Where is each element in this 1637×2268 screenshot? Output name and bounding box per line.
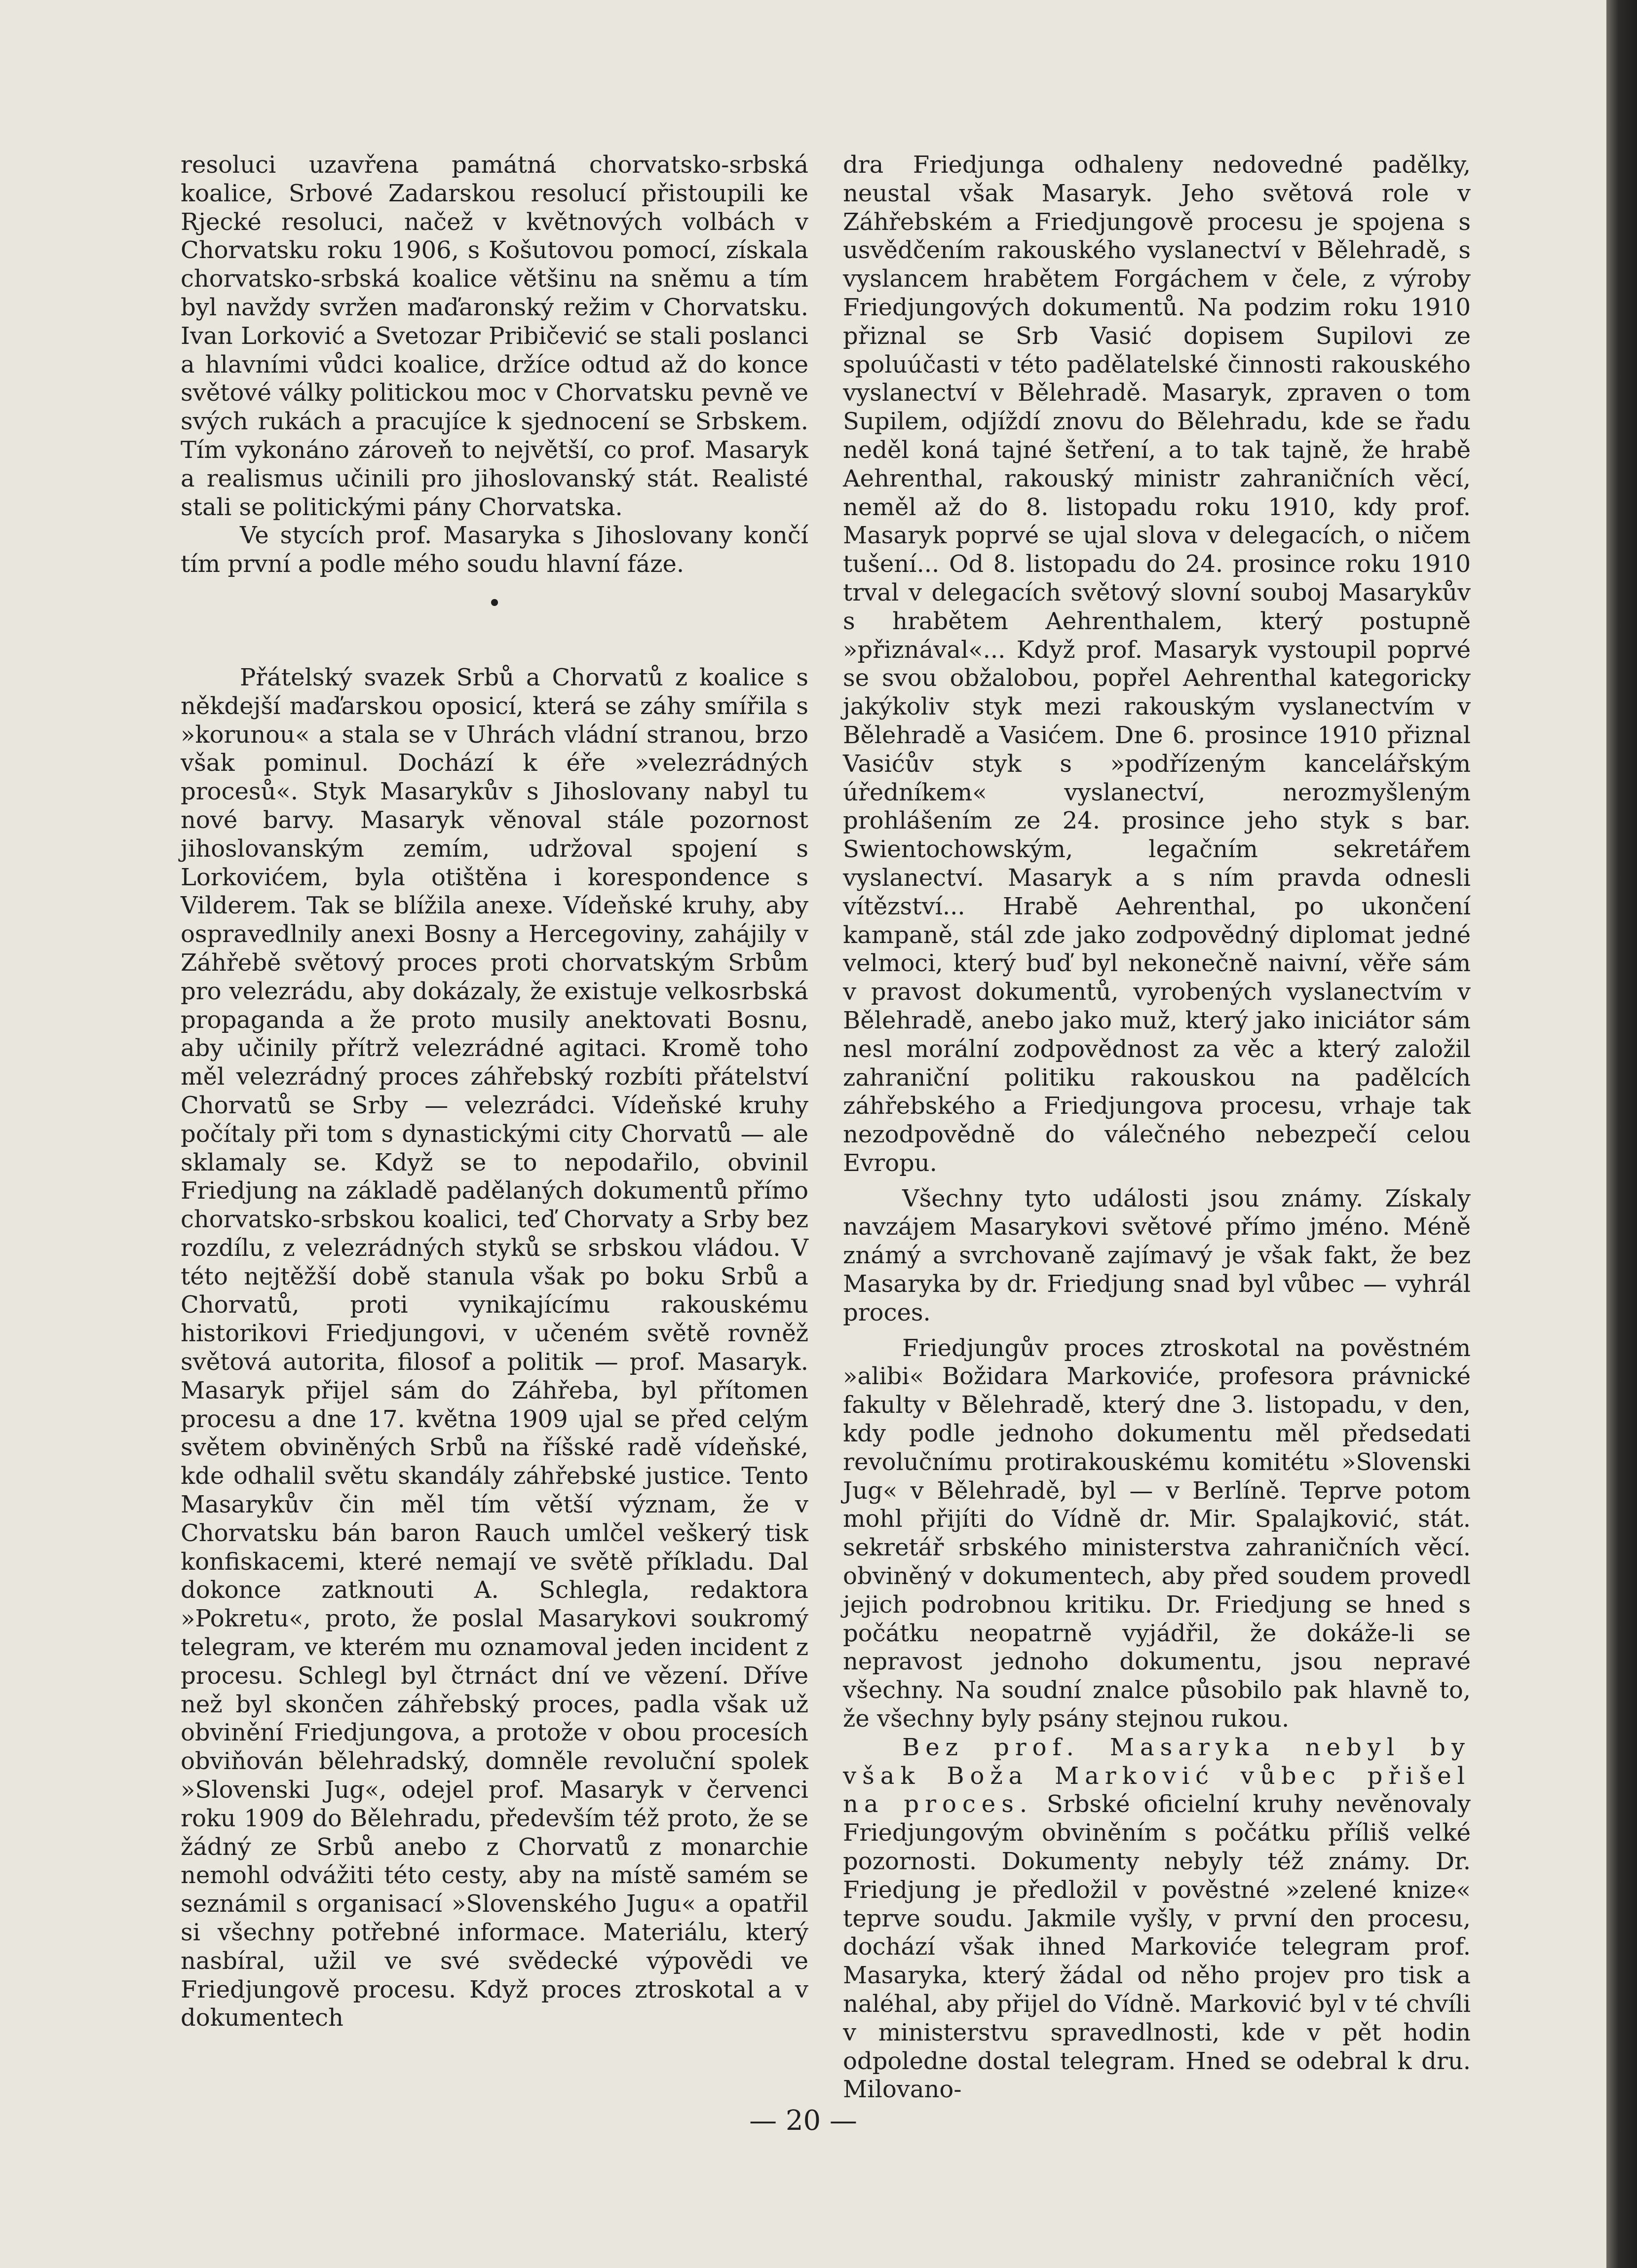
paragraph: Friedjungův proces ztroskotal na pověstném »alibi« Božidara Markoviće, profesora právnické fakulty v Bělehradě, který dne 3. listopadu, v den, kdy podle jednoho dokumentu měl předsedati revolučnímu protirakouskému komitétu »Slovenski Jug« v Bělehradě, byl — v Berlíně. Teprve potom mohl přijíti do Vídně dr. Mir. Spalajković, stát. sekretář srbského ministerstva zahraničních věcí. obviněný v dokumentech, aby před soudem provedl jejich podrobnou kritiku. Dr. Friedjung se hned s počátku neopatrně vyjádřil, že dokáže-li se nepravost jednoho dokumentu, jsou nepravé všechny. Na soudní znalce působilo pak hlavně to, že všechny byly psány stejnou rukou. [843,1334,1471,1733]
spaced-emphasis: Bez prof. Masaryka nebyl by však Boža Marković vůbec přišel na proces. [843,1733,1471,1818]
paragraph: dra Friedjunga odhaleny nedovedné padělky, neustal však Masaryk. Jeho světová role v Záhřebském a Friedjungově procesu je spojena s usvědčením rakouského vyslanectví v Bělehradě, s vyslancem hrabětem Forgáchem v čele, z výroby Friedjungových dokumentů. Na podzim roku 1910 přiznal se Srb Vasić dopisem Supilovi ze spoluúčasti v této padělatelské činnosti rakouského vyslanectví v Bělehradě. Masaryk, zpraven o tom Supilem, odjíždí znovu do Bělehradu, kde se řadu neděl koná tajné šetření, a to tak tajně, že hrabě Aehrenthal, rakouský ministr zahraničních věcí, neměl až do 8. listopadu roku 1910, kdy prof. Masaryk poprvé se ujal slova v delegacích, o ničem tušení... Od 8. listopadu do 24. prosince roku 1910 trval v delegacích světový slovní souboj Masarykův s hrabětem Aehrenthalem, který postupně »přiznával«... Když prof. Masaryk vystoupil poprvé se svou obžalobou, popřel Aehrenthal kategoricky jakýkoliv styk mezi rakouským vyslanectvím v Bělehradě a Vasićem. Dne 6. prosince 1910 přiznal Vasićův styk s »podřízeným kancelářským úředníkem« vyslanectví, nerozmyšleným prohlášením ze 24. prosince jeho styk s bar. Swientochowským, legačním sekretářem vyslanectví. Masaryk a s ním pravda odnesli vítězství... Hrabě Aehrenthal, po ukončení kampaně, stál zde jako zodpovědný diplomat jedné velmoci, který buď byl nekonečně naivní, věře sám v pravost dokumentů, vyrobených vyslanectvím v Bělehradě, anebo jako muž, který jako iniciátor sám nesl morální zodpovědnost za věc a který založil zahraniční politiku rakouskou na padělcích záhřebského a Friedjungova procesu, vrhaje tak nezodpovědně do válečného nebezpečí celou Evropu. [843,151,1471,1177]
paragraph [843,1734,1471,2104]
paragraph: Přátelský svazek Srbů a Chorvatů z koalice s někdejší maďarskou oposicí, která se záhy smířila s »korunou« a stala se v Uhrách vládní stranou, brzo však pominul. Dochází k éře »velezrádných procesů«. Styk Masarykův s Jihoslovany nabyl tu nové barvy. Masaryk věnoval stále pozornost jihoslovanským zemím, udržoval spojení s Lorkovićem, byla otištěna i korespondence s Vilderem. Tak se blížila anexe. Vídeňské kruhy, aby ospravedlnily anexi Bosny a Hercegoviny, zahájily v Záhřebě světový proces proti chorvatským Srbům pro velezrádu, aby dokázaly, že existuje velkosrbská propaganda a že proto musily anektovati Bosnu, aby učinily přítrž velezrádné agitaci. Kromě toho měl velezrádný proces záhřebský rozbíti přátelství Chorvatů se Srby — velezrádci. Vídeňské kruhy počítaly při tom s dynastickými city Chorvatů — ale sklamaly se. Když se to nepodařilo, obvinil Friedjung na základě padělaných dokumentů přímo chorvatsko-srbskou koalici, teď Chorvaty a Srby bez rozdílu, z velezrádných styků se srbskou vládou. V této nejtěžší době stanula však po boku Srbů a Chorvatů, proti vynikajícímu rakouskému historikovi Friedjungovi, v učeném světě rovněž světová autorita, filosof a politik — prof. Masaryk. Masaryk přijel sám do Záhřeba, byl přítomen procesu a dne 17. května 1909 ujal se před celým světem obviněných Srbů na říšské radě vídeňské, kde odhalil světu skandály záhřebské justice. Tento Masarykův čin měl tím větší význam, že v Chorvatsku bán baron Rauch umlčel veškerý tisk konfiskacemi, které nemají ve světě příkladu. Dal dokonce zatknouti A. Schlegla, redaktora »Pokretu«, proto, že poslal Masarykovi soukromý telegram, ve kterém mu oznamoval jeden incident z procesu. Schlegl byl čtrnáct dní ve vězení. Dříve než byl skončen záhřebský proces, padla však už obvinění Friedjungova, a protože v obou procesích obviňován bělehradský, domněle revoluční spolek »Slovenski Jug«, odejel prof. Masaryk v červenci roku 1909 do Bělehradu, především též proto, že se žádný ze Srbů anebo z Chorvatů z monarchie nemohl odvážiti této cesty, aby na místě samém se seznámil s organisací »Slovenského Jugu« a opatřil si všechny potřebné informace. Materiálu, který nasbíral, užil ve své svědecké výpovědi ve Friedjungově procesu. Když proces ztroskotal a v dokumentech [181,663,808,2032]
page-number: — 20 — [749,2105,857,2137]
binding-edge [1606,0,1637,2268]
paragraph: Všechny tyto události jsou známy. Získaly navzájem Masarykovi světové přímo jméno. Méně známý a svrchovaně zajímavý je však fakt, že bez Masaryka by dr. Friedjung snad byl vůbec — vyhrál proces. [843,1184,1471,1326]
paragraph: Ve stycích prof. Masaryka s Jihoslovany končí tím první a podle mého soudu hlavní fáze. [181,522,808,578]
paragraph: resoluci uzavřena památná chorvatsko-srbská koalice, Srbové Zadarskou resolucí přistoupili ke Rjecké resoluci, načež v květnových volbách v Chorvatsku roku 1906, s Košutovou pomocí, získala chorvatsko-srbská koalice většinu na sněmu a tím byl navždy svržen maďaronský režim v Chorvatsku. Ivan Lorković a Svetozar Pribičević se stali poslanci a hlavními vůdci koalice, držíce odtud až do konce světové války politickou moc v Chorvatsku pevně ve svých rukách a pracujíce k sjednocení se Srbskem. Tím vykonáno zároveň to největší, co prof. Masaryk a realismus učinili pro jihoslovanský stát. Realisté stali se politickými pány Chorvatska. [181,151,808,521]
right-column [843,151,1471,2104]
left-column [181,151,808,2033]
paragraph-text: Srbské oficielní kruhy nevěnovaly Friedjungovým obviněním s počátku příliš velké pozornosti. Dokumenty nebyly též známy. Dr. Friedjung je předložil v pověstné »zelené knize« teprve soudu. Jakmile vyšly, v první den procesu, dochází však ihned Markoviće telegram prof. Masaryka, který žádal od něho projev pro tisk a naléhal, aby přijel do Vídně. Marković byl v té chvíli v ministerstvu spravedlnosti, kde v pět hodin odpoledne dostal telegram. Hned se odebral k dru. Milovano- [843,1790,1471,2104]
section-separator: • [488,591,501,615]
